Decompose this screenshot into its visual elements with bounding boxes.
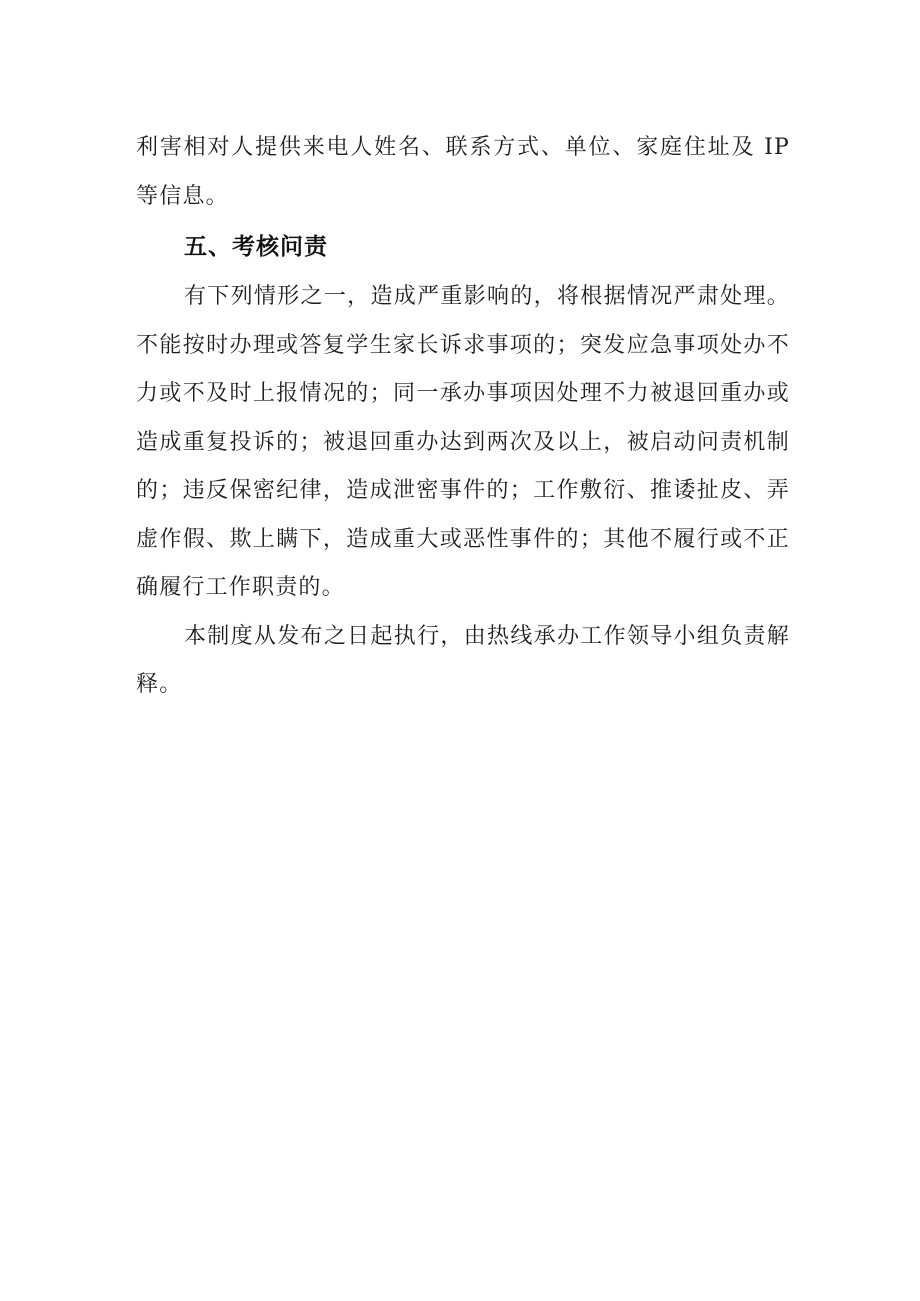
paragraph-effective-date: 本制度从发布之日起执行，由热线承办工作领导小组负责解释。	[136, 623, 790, 697]
section-heading: 五、考核问责	[184, 234, 328, 260]
paragraph-accountability: 有下列情形之一，造成严重影响的，将根据情况严肃处理。不能按时办理或答复学生家长诉求事项的；突发应急事项处办不力或不及时上报情况的；同一承办事项因处理不力被退回重办或造成重复投诉的；被退回重办达到两次及以上，被启动问责机制的；违反保密纪律，造成泄密事件的；工作敷衍、推诿扯皮、弄虚作假、欺上瞒下，造成重大或恶性事件的；其他不履行或不正确履行工作职责的。	[136, 284, 790, 600]
document-body	[136, 124, 790, 710]
paragraph-continuation: 利害相对人提供来电人姓名、联系方式、单位、家庭住址及 IP 等信息。	[136, 135, 790, 209]
